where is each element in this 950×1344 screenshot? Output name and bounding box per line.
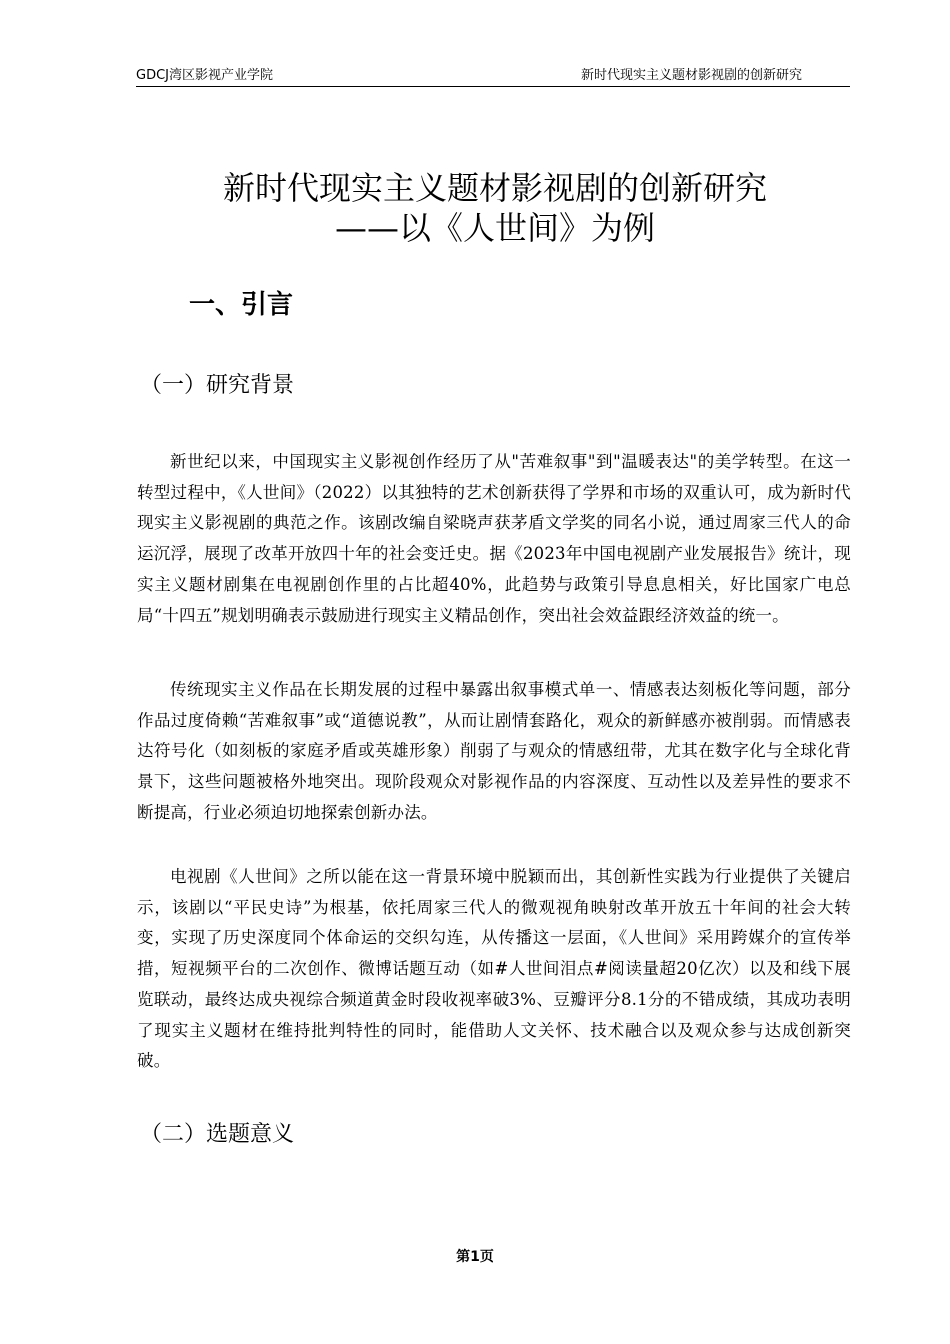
document-subtitle: ——以《人世间》为例: [334, 209, 655, 247]
section-heading-introduction: 一、引言: [189, 290, 294, 320]
header-running-title: 新时代现实主义题材影视剧的创新研究: [580, 68, 802, 83]
document-title: 新时代现实主义题材影视剧的创新研究: [222, 169, 767, 207]
paragraph: 传统现实主义作品在长期发展的过程中暴露出叙事模式单一、情感表达刻板化等问题，部分作品过度倚赖“苦难叙事”或“道德说教”，从而让剧情套路化，观众的新鲜感亦被削弱。而情感表达符号化（如刻板的家庭矛盾或英雄形象）削弱了与观众的情感纽带，尤其在数字化与全球化背景下，这些问题被格外地突出。现阶段观众对影视作品的内容深度、互动性以及差异性的要求不断提高，行业必须迫切地探索创新办法。: [137, 680, 851, 822]
subsection-heading-background: （一）研究背景: [140, 373, 295, 398]
page-number: 第1页: [456, 1249, 494, 1265]
paragraph: 新世纪以来，中国现实主义影视创作经历了从"苦难叙事"到"温暖表达"的美学转型。在这一转型过程中，《人世间》（2022）以其独特的艺术创新获得了学界和市场的双重认可，成为新时代现实主义影视剧的典范之作。该剧改编自梁晓声获茅盾文学奖的同名小说，通过周家三代人的命运沉浮，展现了改革开放四十年的社会变迁史。据《2023年中国电视剧产业发展报告》统计，现实主义题材剧集在电视剧创作里的占比超40%，此趋势与政策引导息息相关，好比国家广电总局“十四五”规划明确表示鼓励进行现实主义精品创作，突出社会效益跟经济效益的统一。: [137, 452, 851, 625]
subsection-heading-significance: （二）选题意义: [140, 1122, 295, 1147]
header-institution: GDCJ湾区影视产业学院: [136, 68, 273, 83]
paragraph: 电视剧《人世间》之所以能在这一背景环境中脱颖而出，其创新性实践为行业提供了关键启示，该剧以“平民史诗”为根基，依托周家三代人的微观视角映射改革开放五十年间的社会大转变，实现了历史深度同个体命运的交织勾连，从传播这一层面，《人世间》采用跨媒介的宣传举措，短视频平台的二次创作、微博话题互动（如#人世间泪点#阅读量超20亿次）以及和线下展览联动，最终达成央视综合频道黄金时段收视率破3%、豆瓣评分8.1分的不错成绩，其成功表明了现实主义题材在维持批判特性的同时，能借助人文关怀、技术融合以及观众参与达成创新突破。: [137, 867, 851, 1071]
page-header: [136, 66, 850, 87]
